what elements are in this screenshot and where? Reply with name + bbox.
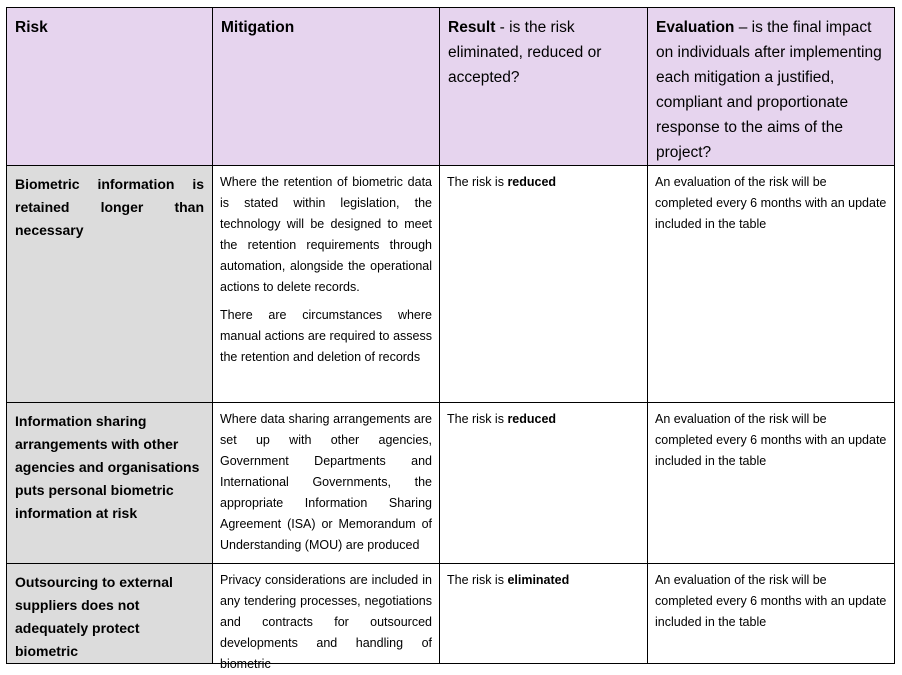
mitigation-cell: Where data sharing arrangements are set up with other agencies, Government Departments and International Governments, the appropriate Information Sharing Agreement (ISA) or Memorandum of Understanding (MOU) are produced bbox=[213, 403, 440, 564]
risk-mitigation-table bbox=[6, 7, 895, 671]
mitigation-cell: Privacy considerations are included in any tendering processes, negotiations and contracts for outsourced developments and handling of biometric bbox=[213, 564, 440, 664]
result-cell: The risk is reduced bbox=[440, 166, 648, 403]
result-cell: The risk is reduced bbox=[440, 403, 648, 564]
table-row bbox=[7, 564, 895, 664]
risk-cell: Biometric information is retained longer than necessary bbox=[7, 166, 213, 403]
header-risk: Risk bbox=[7, 8, 213, 166]
mitigation-cell: Where the retention of biometric data is stated within legislation, the technology will be designed to meet the retention requirements through automation, alongside the operational actions to delete records. There are circumstances where manual actions are required to assess the retention and deletion of records bbox=[213, 166, 440, 403]
result-cell: The risk is eliminated bbox=[440, 564, 648, 664]
table-row bbox=[7, 403, 895, 564]
header-evaluation: Evaluation – is the final impact on individuals after implementing each mitigation a justified, compliant and proportionate response to the aims of the project? bbox=[648, 8, 895, 166]
header-result: Result - is the risk eliminated, reduced or accepted? bbox=[440, 8, 648, 166]
risk-cell: Outsourcing to external suppliers does not adequately protect biometric bbox=[7, 564, 213, 664]
evaluation-cell: An evaluation of the risk will be completed every 6 months with an update included in the table bbox=[648, 564, 895, 664]
table-row bbox=[7, 166, 895, 403]
table-header-row bbox=[7, 8, 895, 166]
evaluation-cell: An evaluation of the risk will be completed every 6 months with an update included in the table bbox=[648, 166, 895, 403]
risk-cell: Information sharing arrangements with other agencies and organisations puts personal biometric information at risk bbox=[7, 403, 213, 564]
evaluation-cell: An evaluation of the risk will be completed every 6 months with an update included in the table bbox=[648, 403, 895, 564]
header-mitigation: Mitigation bbox=[213, 8, 440, 166]
